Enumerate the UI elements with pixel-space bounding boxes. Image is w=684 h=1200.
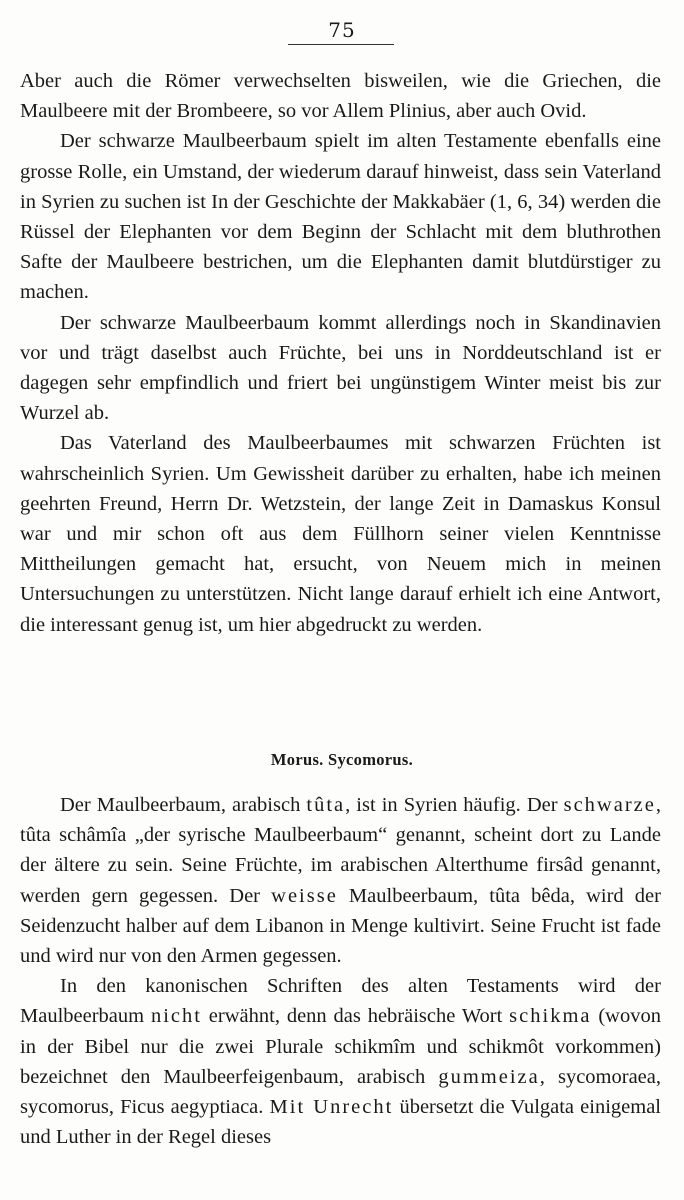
paragraph: Der schwarze Maulbeerbaum kommt allerdings noch in Skandinavien vor und trägt daselbst auch Früchte, bei uns in Norddeutschland ist er dagegen sehr empfindlich und friert bei ungünstigem Winter meist bis zur Wurzel ab. — [20, 311, 661, 425]
text-run: In den kanonischen Schriften des alten Testaments wird der Maulbeerbaum — [20, 975, 661, 1028]
text-run: , tûta schâmîa „der syrische Maulbeerbaum“ genannt, scheint dort zu Lande der ältere zu sein. Seine Früchte, im arabischen Alterthume firsâd genannt, werden gern gegessen. Der — [20, 794, 661, 907]
text-run: erwähnt, denn das hebräische Wort — [201, 1005, 510, 1028]
page-number-rule — [288, 44, 394, 45]
paragraph: Das Vaterland des Maulbeerbaumes mit schwarzen Früchten ist wahrscheinlich Syrien. Um Gewissheit darüber zu erhalten, habe ich meinen geehrten Freund, Herrn Dr. Wetzstein, der lange Zeit in Damaskus Konsul war und mir schon oft aus dem Füllhorn seiner vielen Kenntnisse Mittheilungen gemacht hat, ersucht, von Neuem mich in meinen Untersuchungen zu unterstützen. Nicht lange darauf erhielt ich eine Antwort, die interessant genug ist, um hier abgedruckt zu werden. — [20, 432, 661, 636]
spaced-word: gummeiza — [438, 1065, 540, 1088]
text-run: Der Maulbeerbaum, arabisch — [60, 794, 307, 816]
text-run: (wovon in der Bibel nur die zwei Plurale schikmîm und schikmôt vorkommen) bezeichnet den Maulbeerfeigenbaum, arabisch — [20, 1005, 661, 1088]
spaced-word: schikma — [509, 1005, 592, 1028]
text-run: Maulbeerbaum, tûta bêda, wird der Seidenzucht halber auf dem Libanon in Menge kultivirt. Seine Frucht ist fade und wird nur von den Armen gegessen. — [20, 884, 661, 968]
paragraph — [20, 790, 661, 971]
page-number: 75 — [328, 18, 356, 42]
spaced-word: weisse — [271, 884, 338, 907]
section-heading: Morus. Sycomorus. — [270, 750, 414, 769]
paragraph: Der schwarze Maulbeerbaum spielt im alten Testamente ebenfalls eine grosse Rolle, ein Umstand, der wiederum darauf hinweist, dass sein Vaterland in Syrien zu suchen ist In der Geschichte der Makkabäer (1, 6, 34) werden die Rüssel der Elephanten vor dem Beginn der Schlacht mit dem bluthrothen Safte der Maulbeere bestrichen, um die Elephanten damit blutdürstiger zu machen. — [20, 130, 661, 304]
paragraph: Aber auch die Römer verwechselten bisweilen, wie die Griechen, die Maulbeere mit der Brombeere, so vor Allem Plinius, aber auch Ovid. — [20, 70, 661, 123]
spaced-word: nicht — [150, 1005, 202, 1028]
spaced-word: Mit Unrecht — [269, 1096, 394, 1119]
text-run: , sycomoraea, sycomorus, Ficus aegyptiaca. — [20, 1065, 661, 1119]
paragraph — [20, 971, 661, 1152]
body-text-top — [20, 66, 661, 640]
spaced-word: tûta — [306, 794, 346, 816]
text-run: übersetzt die Vulgata einigemal und Luther in der Regel dieses — [20, 1096, 661, 1149]
spaced-word: schwarze — [563, 794, 656, 816]
text-run: , ist in Syrien häufig. Der — [345, 794, 564, 816]
body-text-bottom — [20, 790, 661, 1152]
